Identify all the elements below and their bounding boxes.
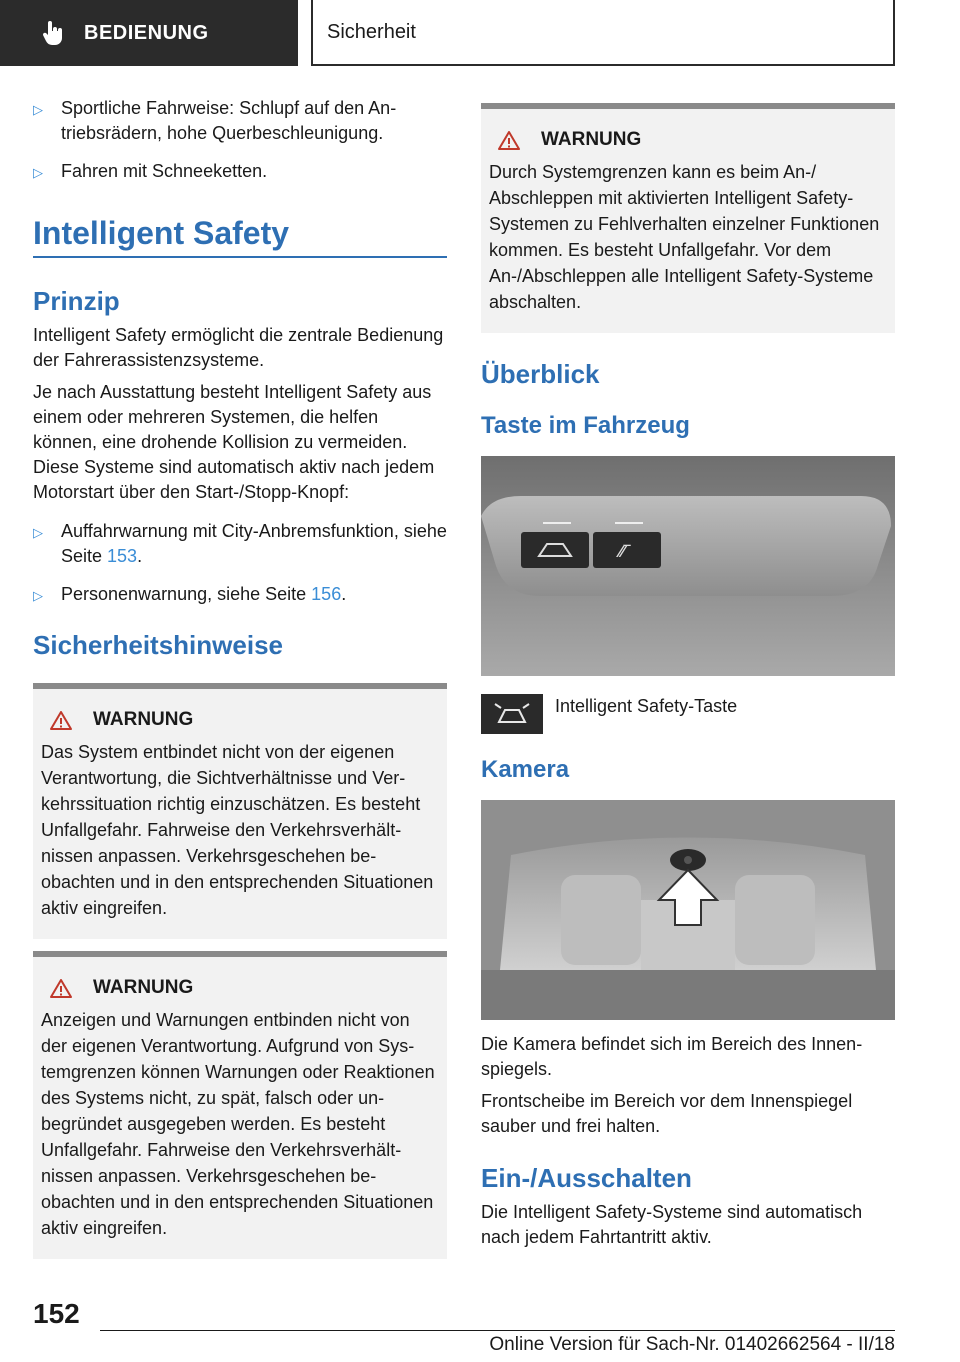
hand-pointer-icon [40,20,66,46]
warning-box [481,103,895,333]
warning-title: WARNUNG [93,977,194,998]
warning-text: Anzeigen und Warnungen entbinden nicht von der eigenen Verantwortung. Aufgrund von Systemgrenzen können Warnungen oder Reaktionen des Systems nicht, zu spät, falsch oder unbegründet ausgegeben werden. Es besteht Unfallgefahr. Fahrweise den Verkehrsverhältnissen anpassen. Verkehrsgeschehen beobachten und in den entsprechenden Situationen aktiv eingreifen. [41,1010,435,1238]
footer-divider [100,1330,895,1331]
triangle-bullet-icon: ▷ [33,102,43,117]
page-header [0,0,960,66]
prinzip-heading: Prinzip [33,286,120,316]
triangle-bullet-icon: ▷ [33,588,43,603]
warning-triangle-icon [49,710,73,731]
warning-triangle-icon [49,978,73,999]
paragraph: Die Kamera befindet sich im Bereich des Innenspiegels. [481,1034,863,1079]
warning-triangle-icon [497,130,521,151]
ein-aus-heading: Ein-/Ausschalten [481,1163,692,1193]
warning-text: Durch Systemgrenzen kann es beim An-/ Abschleppen mit aktivierten Intelligent Safety-Systemen zu Fehlverhalten einzelner Funktionen kommen. Es besteht Unfallgefahr. Vor dem An-/Abschleppen alle Intelligent Safety-Systeme abschalten. [489,162,880,312]
left-column [33,96,447,1259]
list-item: ▷ Auffahrwarnung mit City-Anbremsfunktion, siehe Seite 153. [33,519,447,569]
section-title: BEDIENUNG [84,21,209,44]
warning-box [33,683,447,939]
warning-title: WARNUNG [93,709,194,730]
list-item: ▷ Fahren mit Schneeketten. [33,159,447,185]
chapter-title: Sicherheit [311,0,895,66]
right-column [481,103,895,1257]
paragraph: Frontscheibe im Bereich vor dem Innenspiegel sauber und frei halten. [481,1091,853,1136]
warning-box [33,951,447,1259]
triangle-bullet-icon: ▷ [33,525,43,540]
button-legend [481,694,895,734]
paragraph: Je nach Ausstattung besteht Intelligent Safety aus einem oder mehreren Systemen, die helfen können, eine drohende Kollision zu vermeiden. Diese Systeme sind automatisch aktiv nach jedem Motorstart über den Start-/Stopp-Knopf: [33,382,435,502]
ueberblick-heading: Überblick [481,359,600,389]
camera-photo [481,800,895,1020]
paragraph: Intelligent Safety ermöglicht die zentrale Bedienung der Fahrerassistenzsysteme. [33,325,444,370]
paragraph: Die Intelligent Safety-Systeme sind automatisch nach jedem Fahrtantritt aktiv. [481,1202,863,1247]
taste-heading: Taste im Fahrzeug [481,412,690,439]
svg-text:⁄⁄‾: ⁄⁄‾ [619,544,630,561]
warning-title: WARNUNG [541,129,642,150]
online-version-note: Online Version für Sach-Nr. 01402662564 - II/18 [489,1334,895,1355]
list-item: ▷ Sportliche Fahrweise: Schlupf auf den Antriebsrädern, hohe Querbeschleunigung. [33,96,447,146]
page-link-156[interactable]: 156 [311,584,342,604]
button-caption: Intelligent Safety-Taste [555,696,738,716]
intelligent-safety-button-icon [481,694,543,734]
button-photo [481,456,895,676]
hinweise-heading: Sicherheitshinweise [33,630,283,660]
warning-text: Das System entbindet nicht von der eigenen Verantwortung, die Sichtverhältnisse und Verkehrssituation richtig einzuschätzen. Es besteht Unfallgefahr. Fahrweise den Verkehrsverhältnissen anpassen. Verkehrsgeschehen beobachten und in den entsprechenden Situationen aktiv eingreifen. [41,742,434,918]
page-number: 152 [33,1298,80,1329]
triangle-bullet-icon: ▷ [33,165,43,180]
section-tab [0,0,298,66]
page-link-153[interactable]: 153 [107,546,138,566]
main-heading: Intelligent Safety [33,215,447,258]
kamera-heading: Kamera [481,756,570,783]
list-item: ▷ Personenwarnung, siehe Seite 156. [33,582,447,608]
